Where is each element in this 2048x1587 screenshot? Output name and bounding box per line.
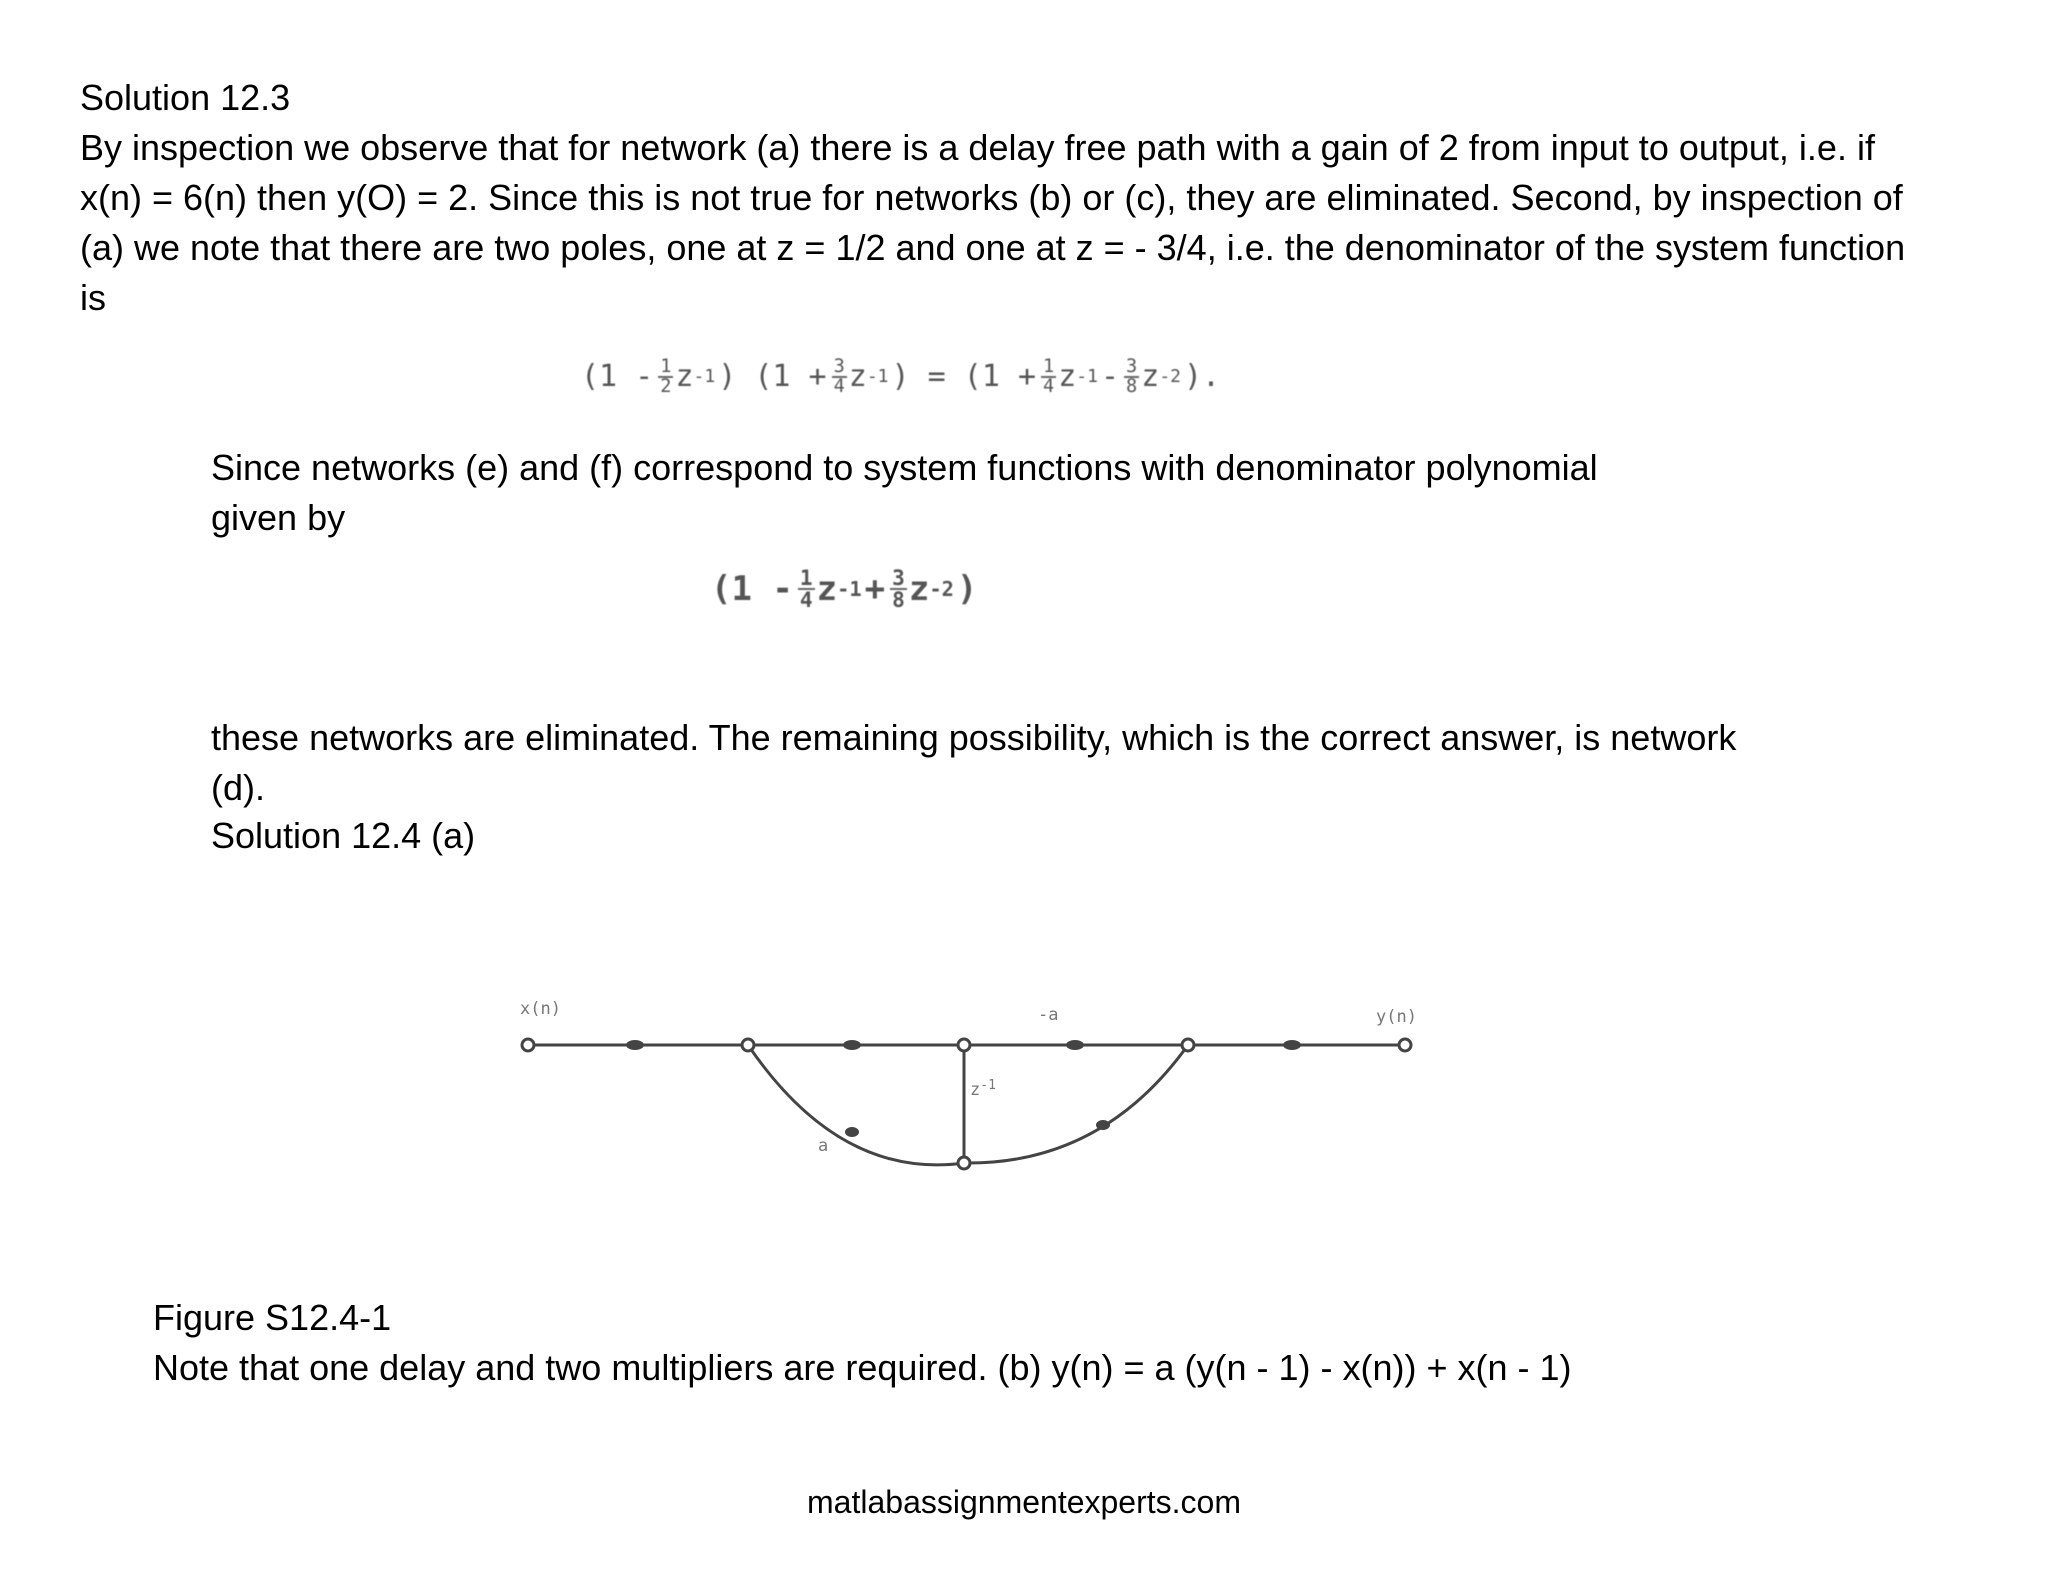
delay-label — [970, 1078, 996, 1100]
fraction-den: 8 — [1126, 375, 1138, 397]
eq-term: ) = (1 + — [891, 359, 1037, 395]
top-gain-label: -a — [1038, 1005, 1059, 1025]
fraction-den: 8 — [892, 587, 905, 613]
eq-var: z — [816, 569, 838, 610]
eq-exp: -2 — [1159, 366, 1181, 388]
note-line: Note that one delay and two multipliers are required. (b) y(n) = a (y(n - 1) - x(n)) + x(n - 1) — [153, 1347, 1572, 1388]
fraction — [832, 358, 847, 395]
eq-term: ) — [956, 569, 978, 610]
fraction-den: 4 — [799, 587, 813, 613]
paragraph-line: given by — [211, 497, 346, 538]
eq-var: z — [908, 569, 930, 610]
paragraph-line: (a) we note that there are two poles, one at z = 1/2 and one at z = - 3/4, i.e. the denominator of the system function — [80, 227, 1906, 268]
eq-var: z — [1058, 359, 1077, 395]
right-feed-branch — [964, 1045, 1188, 1163]
paragraph-line: (d). — [211, 767, 265, 808]
arrow-marker — [1066, 1040, 1084, 1050]
fraction — [798, 565, 815, 613]
eq-var: z — [848, 359, 867, 395]
fraction — [890, 565, 907, 613]
left-feed-branch — [748, 1045, 964, 1165]
fraction-den: 4 — [1043, 375, 1055, 397]
paragraph-line: By inspection we observe that for network (a) there is a delay free path with a gain of 2 from input to output, i.e. if — [80, 127, 1875, 168]
diagram-branches — [528, 1045, 1405, 1165]
input-label: x(n) — [520, 999, 561, 1019]
fraction-num: 1 — [660, 356, 672, 377]
eq-term: - — [1100, 359, 1120, 395]
node — [958, 1039, 970, 1051]
bottom-gain-label: a — [818, 1136, 829, 1156]
fraction-den: 4 — [833, 375, 845, 397]
eq-term: ). — [1184, 359, 1221, 395]
footer-site: matlabassignmentexperts.com — [807, 1484, 1241, 1520]
output-node — [1399, 1039, 1411, 1051]
eq-term: (1 - — [581, 359, 654, 395]
delay-var: z — [970, 1080, 981, 1100]
output-label: y(n) — [1376, 1007, 1417, 1027]
fraction-num: 1 — [1043, 356, 1055, 377]
fraction-num: 3 — [1126, 356, 1138, 377]
eq-exp: -1 — [1076, 366, 1098, 388]
eq-term: + — [864, 569, 886, 610]
equation-denominator-ef — [708, 565, 980, 613]
paragraph-line: is — [80, 277, 106, 318]
solution-12-4-title: Solution 12.4 (a) — [211, 815, 476, 856]
paragraph-line: these networks are eliminated. The remaining possibility, which is the correct answer, is network — [211, 717, 1737, 758]
eq-var: z — [675, 359, 694, 395]
eq-var: z — [1141, 359, 1160, 395]
solution-12-3-title: Solution 12.3 — [80, 77, 291, 118]
fraction — [658, 358, 673, 395]
eq-term: ) (1 + — [718, 359, 827, 395]
paragraph-line: x(n) = 6(n) then y(O) = 2. Since this is not true for networks (b) or (c), they are eliminated. Second, by inspection of — [80, 177, 1903, 218]
arrow-marker — [626, 1040, 644, 1050]
signal-flow-diagram — [490, 980, 1460, 1180]
node — [958, 1157, 970, 1169]
fraction — [1041, 358, 1056, 395]
fraction-den: 2 — [660, 375, 672, 397]
equation-denominator-product — [578, 358, 1223, 395]
diagram-nodes — [522, 1039, 1411, 1169]
figure-caption: Figure S12.4-1 — [153, 1297, 392, 1338]
arrow-marker — [1283, 1040, 1301, 1050]
eq-exp: -1 — [866, 366, 889, 388]
fraction-num: 1 — [799, 565, 813, 590]
input-node — [522, 1039, 534, 1051]
arrow-marker — [843, 1040, 861, 1050]
fraction-num: 3 — [833, 356, 845, 377]
fraction-num: 3 — [892, 565, 905, 590]
eq-exp: -2 — [929, 577, 954, 602]
arrow-marker — [1096, 1120, 1110, 1130]
diagram-labels — [520, 999, 1417, 1156]
fraction — [1124, 358, 1139, 395]
node — [742, 1039, 754, 1051]
eq-term: (1 - — [711, 569, 793, 610]
eq-exp: -1 — [693, 366, 716, 388]
eq-exp: -1 — [837, 577, 862, 602]
node — [1182, 1039, 1194, 1051]
paragraph-line: Since networks (e) and (f) correspond to system functions with denominator polynomial — [211, 447, 1598, 488]
arrow-marker — [845, 1127, 859, 1137]
delay-exp: -1 — [980, 1078, 996, 1093]
